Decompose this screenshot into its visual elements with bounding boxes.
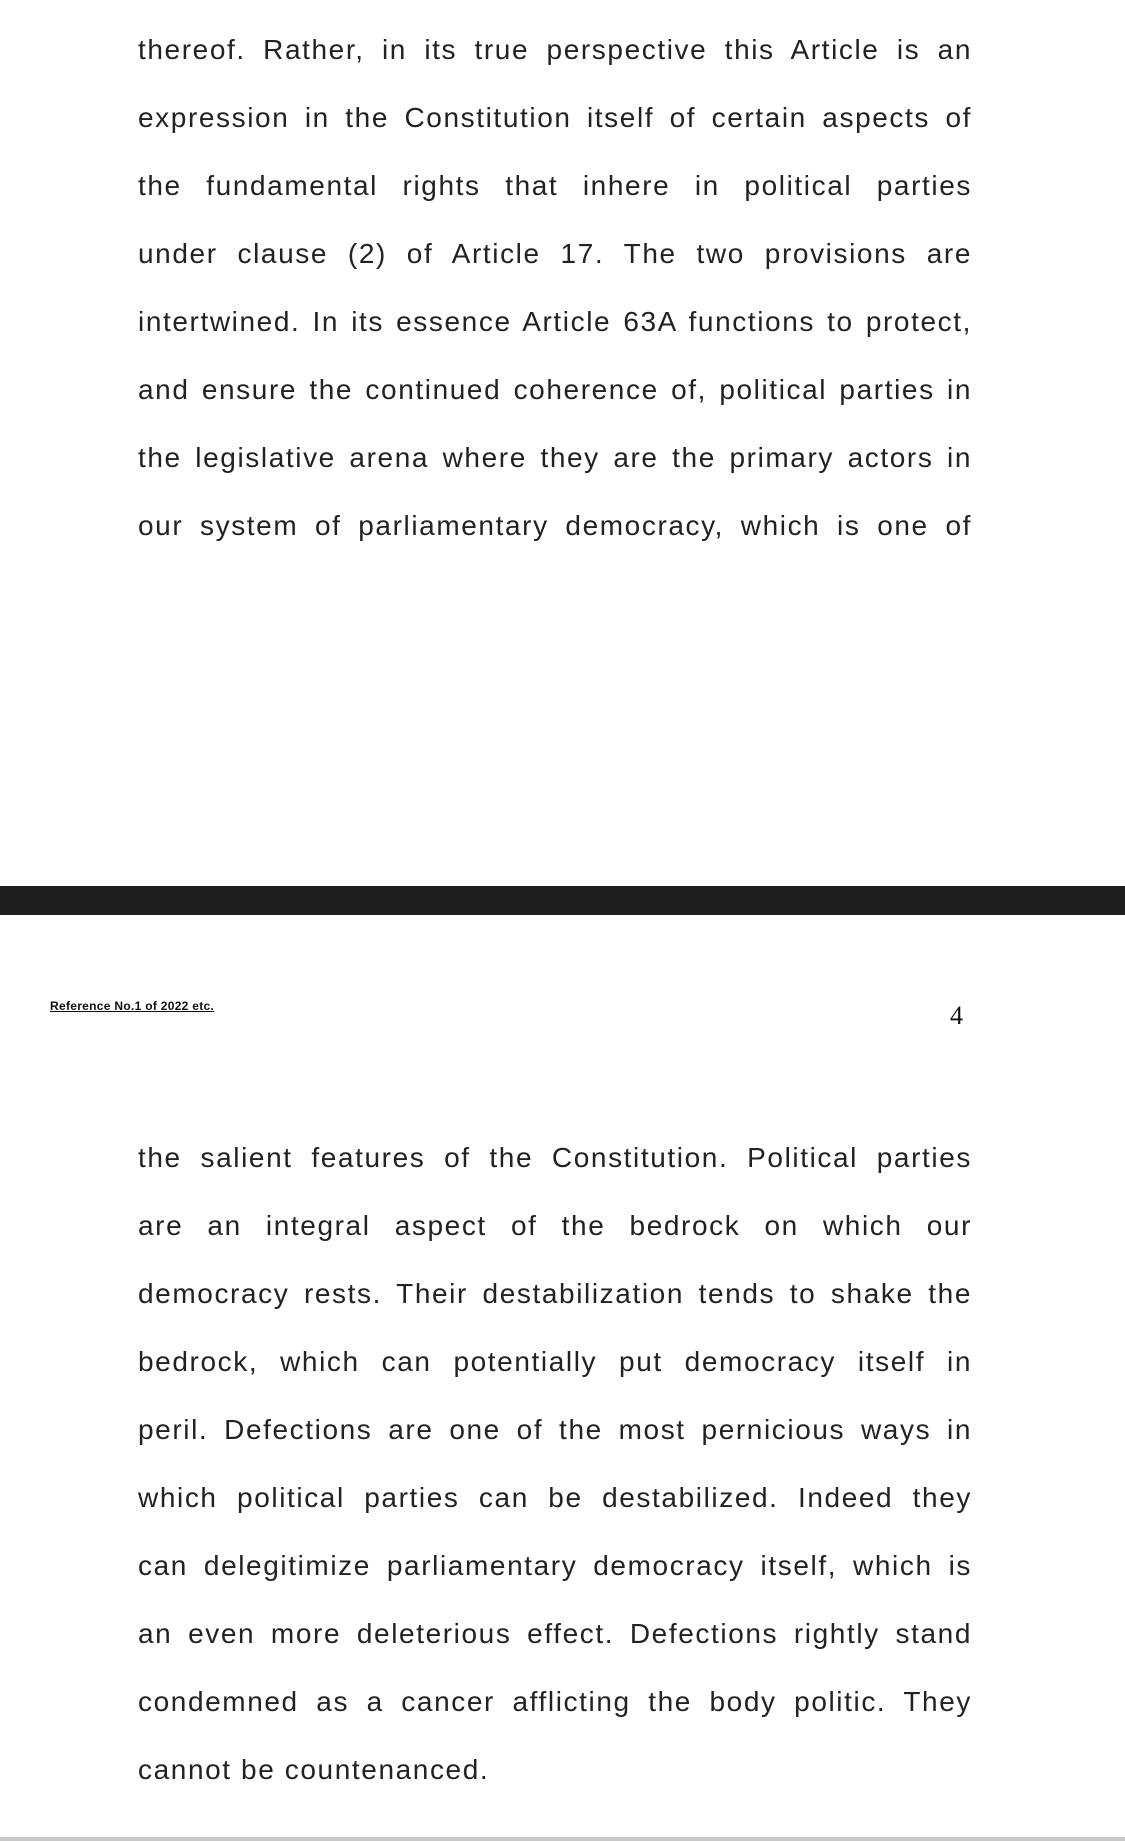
document-page-top [0, 0, 1125, 886]
reference-header: Reference No.1 of 2022 etc. [50, 999, 215, 1013]
text-line: democracy rests. Their destabilization tends to shake the [138, 1278, 972, 1309]
text-line: our system of parliamentary democracy, which is one of [138, 510, 972, 541]
text-line: intertwined. In its essence Article 63A functions to protect, [138, 306, 972, 337]
page-divider [0, 886, 1125, 915]
text-line: cannot be countenanced. [138, 1754, 490, 1785]
page-number: 4 [950, 1001, 963, 1030]
text-line: the salient features of the Constitution. Political parties [138, 1142, 972, 1173]
text-line: bedrock, which can potentially put democracy itself in [138, 1346, 972, 1377]
text-line: which political parties can be destabilized. Indeed they [138, 1482, 972, 1513]
page-top-body-text [138, 16, 972, 560]
text-line: thereof. Rather, in its true perspective this Article is an [138, 34, 972, 65]
text-line: the fundamental rights that inhere in political parties [138, 170, 972, 201]
text-line: condemned as a cancer afflicting the body politic. They [138, 1686, 972, 1717]
text-line: and ensure the continued coherence of, political parties in [138, 374, 972, 405]
text-line: the legislative arena where they are the primary actors in [138, 442, 972, 473]
text-line: peril. Defections are one of the most pernicious ways in [138, 1414, 972, 1445]
text-line: under clause (2) of Article 17. The two provisions are [138, 238, 972, 269]
text-line: expression in the Constitution itself of certain aspects of [138, 102, 972, 133]
document-page-bottom [0, 915, 1125, 1837]
text-line: can delegitimize parliamentary democracy itself, which is [138, 1550, 972, 1581]
text-line: an even more deleterious effect. Defections rightly stand [138, 1618, 972, 1649]
bottom-edge-rule [0, 1837, 1125, 1841]
text-line: are an integral aspect of the bedrock on which our [138, 1210, 972, 1241]
page-bottom-body-text [138, 1124, 972, 1804]
